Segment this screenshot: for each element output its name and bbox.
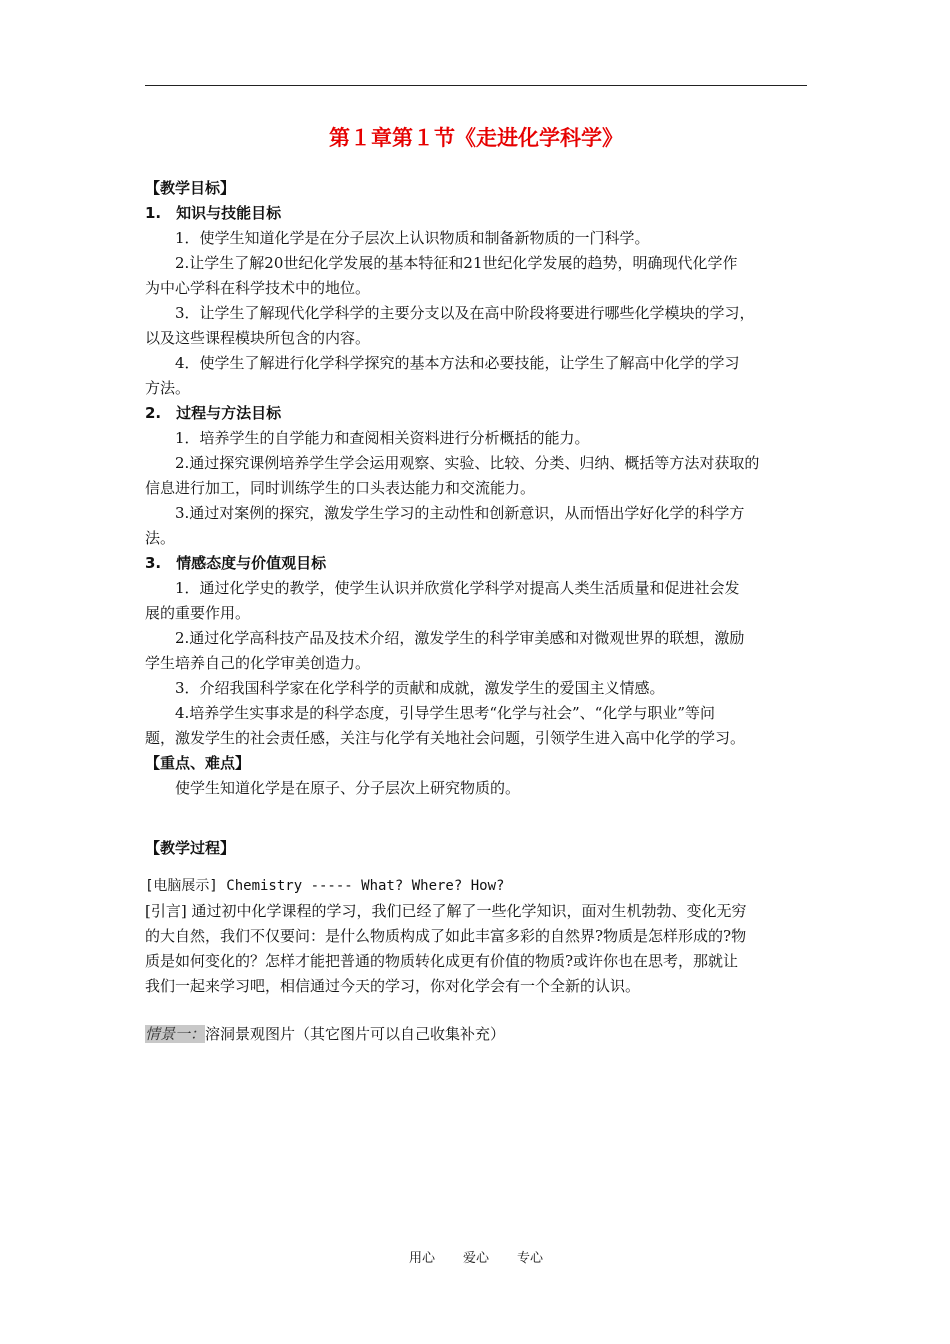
emotion-line: 展的重要作用。 [145,604,251,622]
page-title: 第１章第１节《走进化学科学》 [329,126,623,150]
header-rule [145,85,807,86]
knowledge-line: 3．让学生了解现代化学科学的主要分支以及在高中阶段将要进行哪些化学模块的学习， [175,304,755,322]
knowledge-line: 4．使学生了解进行化学科学探究的基本方法和必要技能，让学生了解高中化学的学习 [175,354,740,372]
knowledge-line: 以及这些课程模块所包含的内容。 [145,329,371,347]
footer-word: 专心 [517,1251,544,1266]
emotion-line: 题，激发学生的社会责任感，关注与化学有关地社会问题，引领学生进入高中化学的学习。 [145,729,746,747]
intro-line: [引言] 通过初中化学课程的学习，我们已经了解了一些化学知识，面对生机勃勃、变化无穷 [145,902,747,920]
teaching-process-heading: 【教学过程】 [145,839,236,857]
emotion-line: 3．介绍我国科学家在化学科学的贡献和成就，激发学生的爱国主义情感。 [175,679,665,697]
footer-word: 用心 [408,1251,435,1266]
process-line: 2.通过探究课例培养学生学会运用观察、实验、比较、分类、归纳、概括等方法对获取的 [175,454,760,472]
key-points-heading: 【重点、难点】 [145,754,251,772]
intro-line: 的大自然，我们不仅要问：是什么物质构成了如此丰富多彩的自然界?物质是怎样形成的?物 [145,927,747,945]
scene-text: 溶洞景观图片（其它图片可以自己收集补充） [205,1025,506,1043]
emotion-line: 学生培养自己的化学审美创造力。 [145,654,371,672]
intro-line: 质是如何变化的？怎样才能把普通的物质转化成更有价值的物质?或许你也在思考，那就让 [145,952,739,970]
process-line: 3.通过对案例的探究，激发学生学习的主动性和创新意识，从而悟出学好化学的科学方 [175,504,745,522]
footer-word: 爱心 [462,1251,489,1266]
footer [145,1250,807,1268]
knowledge-line: 2.让学生了解20世纪化学发展的基本特征和21世纪化学发展的趋势，明确现代化学作 [175,254,738,272]
knowledge-goals-heading: 1. 知识与技能目标 [145,204,282,222]
emotion-line: 2.通过化学高科技产品及技术介绍，激发学生的科学审美感和对微观世界的联想，激励 [175,629,745,647]
teaching-goals-heading: 【教学目标】 [145,179,236,197]
emotion-goals-heading: 3. 情感态度与价值观目标 [145,554,327,572]
computer-show-line: [电脑展示] Chemistry ----- What? Where? How? [145,878,505,894]
scene-line [145,1024,817,1044]
knowledge-line: 1．使学生知道化学是在分子层次上认识物质和制备新物质的一门科学。 [175,229,650,247]
knowledge-line: 为中心学科在科学技术中的地位。 [145,279,371,297]
intro-line: 我们一起来学习吧，相信通过今天的学习，你对化学会有一个全新的认识。 [145,977,641,995]
emotion-line: 1．通过化学史的教学，使学生认识并欣赏化学科学对提高人类生活质量和促进社会发 [175,579,740,597]
knowledge-line: 方法。 [145,379,191,397]
process-line: 法。 [145,529,176,547]
emotion-line: 4.培养学生实事求是的科学态度，引导学生思考“化学与社会”、“化学与职业”等问 [175,704,715,722]
process-line: 1．培养学生的自学能力和查阅相关资料进行分析概括的能力。 [175,429,590,447]
process-line: 信息进行加工，同时训练学生的口头表达能力和交流能力。 [145,479,536,497]
scene-label: 情景一： [145,1025,206,1043]
key-points-text: 使学生知道化学是在原子、分子层次上研究物质的。 [175,779,521,797]
process-goals-heading: 2. 过程与方法目标 [145,404,282,422]
